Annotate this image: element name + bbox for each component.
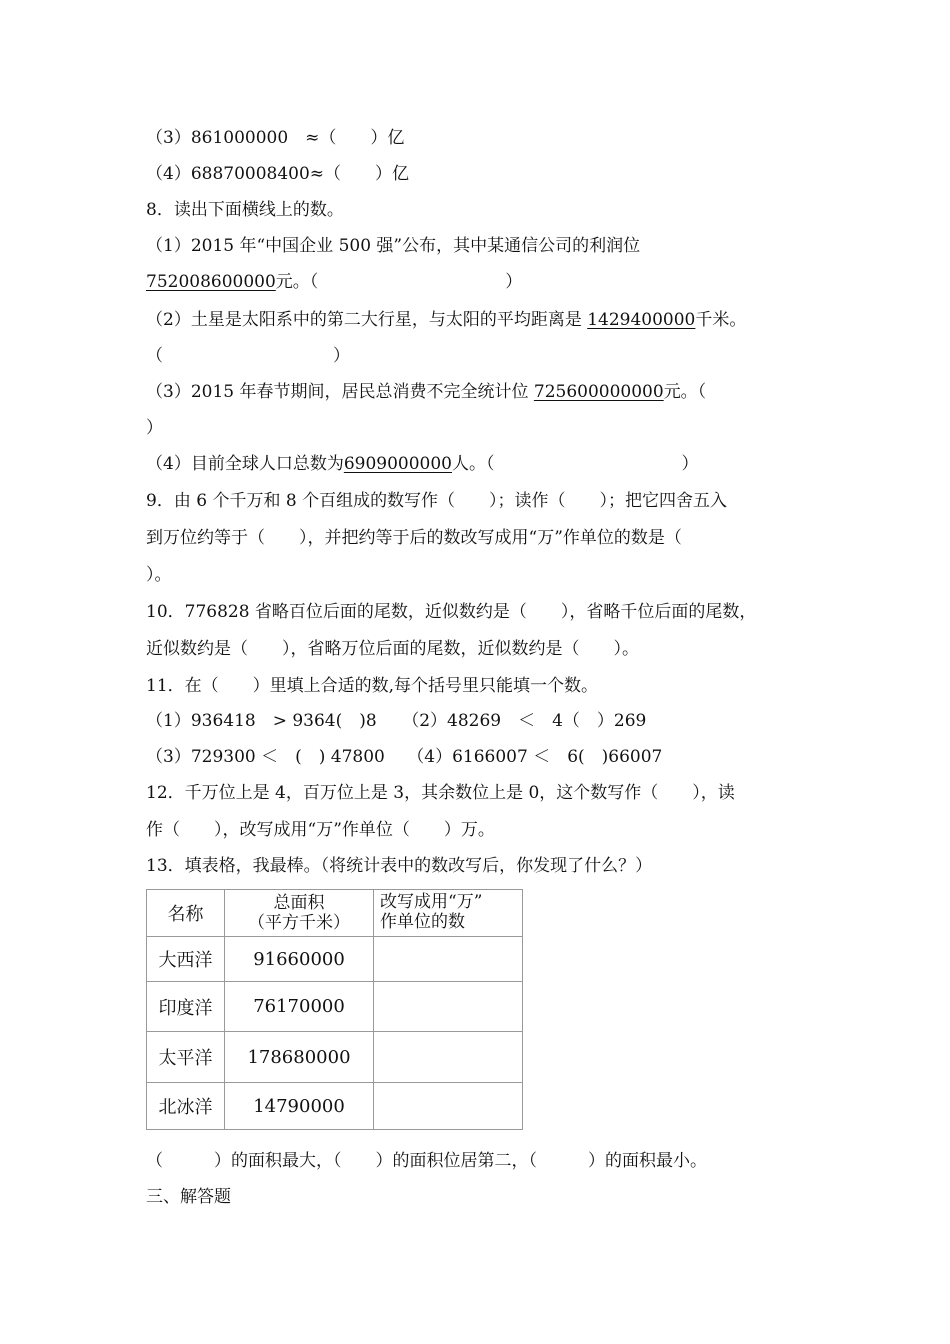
q8-part3-number: 725600000000 bbox=[533, 382, 664, 402]
ocean-wan-answer[interactable] bbox=[374, 982, 523, 1032]
ocean-area: 14790000 bbox=[225, 1083, 374, 1130]
ocean-wan-answer[interactable] bbox=[374, 1032, 523, 1083]
header-area-line1: 总面积 bbox=[273, 893, 325, 913]
q8-part1-number: 752008600000 bbox=[146, 272, 276, 292]
header-wan-line1: 改写成用“万” bbox=[380, 892, 483, 912]
table-row bbox=[147, 1032, 523, 1083]
section-3-heading: 三、解答题 bbox=[146, 1187, 231, 1207]
q8-part3-answer: ） bbox=[146, 418, 163, 438]
ocean-name: 北冰洋 bbox=[147, 1083, 225, 1130]
ocean-area: 91660000 bbox=[225, 937, 374, 982]
q8-part3-unit: 元。（ bbox=[663, 382, 707, 402]
q11-row1: （1）936418 > 9364( )8 （2）48269 ＜ 4（ ）269 bbox=[146, 711, 647, 731]
q8-part4-text: （4）目前全球人口总数为 bbox=[146, 454, 344, 474]
ocean-wan-answer[interactable] bbox=[374, 1083, 523, 1130]
q7-item3: （3）861000000 ≈（ ）亿 bbox=[146, 128, 405, 148]
table-row bbox=[147, 1083, 523, 1130]
header-area-line2: （平方千米） bbox=[248, 913, 350, 933]
header-area bbox=[225, 890, 374, 937]
q7-item4: （4）68870008400≈（ ）亿 bbox=[146, 164, 410, 184]
q8-part3-text: （3）2015 年春节期间，居民总消费不完全统计位 bbox=[146, 382, 534, 402]
q8-part2-text: （2）土星是太阳系中的第二大行星，与太阳的平均距离是 bbox=[146, 310, 588, 330]
ocean-wan-answer[interactable] bbox=[374, 937, 523, 982]
header-wan bbox=[374, 890, 523, 937]
ocean-name: 太平洋 bbox=[147, 1032, 225, 1083]
q8-part2-line1 bbox=[146, 309, 746, 331]
q11-row2: （3）729300 ＜ ( ) 47800 （4）6166007 ＜ 6( )66007 bbox=[146, 747, 663, 767]
q8-title: 8．读出下面横线上的数。 bbox=[146, 200, 344, 220]
table-header-row bbox=[147, 890, 523, 937]
q8-part1-line2 bbox=[146, 271, 522, 293]
header-name: 名称 bbox=[147, 890, 225, 937]
ocean-area: 76170000 bbox=[225, 982, 374, 1032]
q8-part3-line1 bbox=[146, 381, 706, 403]
q8-part4-answer: 人。（ ） bbox=[452, 454, 699, 474]
ocean-area-table bbox=[146, 889, 523, 1130]
ocean-name: 印度洋 bbox=[147, 982, 225, 1032]
q10-line1: 10．776828 省略百位后面的尾数，近似数约是（ ），省略千位后面的尾数， bbox=[146, 602, 757, 622]
q12-line1: 12．千万位上是 4，百万位上是 3，其余数位上是 0，这个数写作（ ），读 bbox=[146, 783, 735, 803]
q11-title: 11．在（ ）里填上合适的数,每个括号里只能填一个数。 bbox=[146, 676, 599, 696]
q10-line2: 近似数约是（ ），省略万位后面的尾数，近似数约是（ ）。 bbox=[146, 639, 639, 659]
q9-line2: 到万位约等于（ ），并把约等于后的数改写成用“万”作单位的数是（ bbox=[146, 528, 682, 548]
q8-part1-line1: （1）2015 年“中国企业 500 强”公布，其中某通信公司的利润位 bbox=[146, 236, 641, 256]
q8-part2-number: 1429400000 bbox=[587, 310, 696, 330]
table-row bbox=[147, 982, 523, 1032]
q8-part2-unit: 千米。 bbox=[695, 310, 747, 330]
q9-line3: ）。 bbox=[146, 565, 172, 585]
q8-part1-answer: 元。（ ） bbox=[275, 272, 523, 292]
q12-line2: 作（ ），改写成用“万”作单位（ ）万。 bbox=[146, 820, 495, 840]
q13-title: 13．填表格，我最棒。（将统计表中的数改写后，你发现了什么？） bbox=[146, 856, 653, 876]
q8-part2-answer: （ ） bbox=[146, 346, 350, 366]
q13-conclusion: （ ）的面积最大，（ ）的面积位居第二，（ ）的面积最小。 bbox=[146, 1151, 707, 1171]
q9-line1: 9．由 6 个千万和 8 个百组成的数写作（ ）；读作（ ）；把它四舍五入 bbox=[146, 491, 728, 511]
table-row bbox=[147, 937, 523, 982]
ocean-area: 178680000 bbox=[225, 1032, 374, 1083]
ocean-name: 大西洋 bbox=[147, 937, 225, 982]
q8-part4-number: 6909000000 bbox=[343, 454, 452, 474]
header-wan-line2: 作单位的数 bbox=[380, 912, 465, 932]
q8-part4 bbox=[146, 453, 699, 475]
